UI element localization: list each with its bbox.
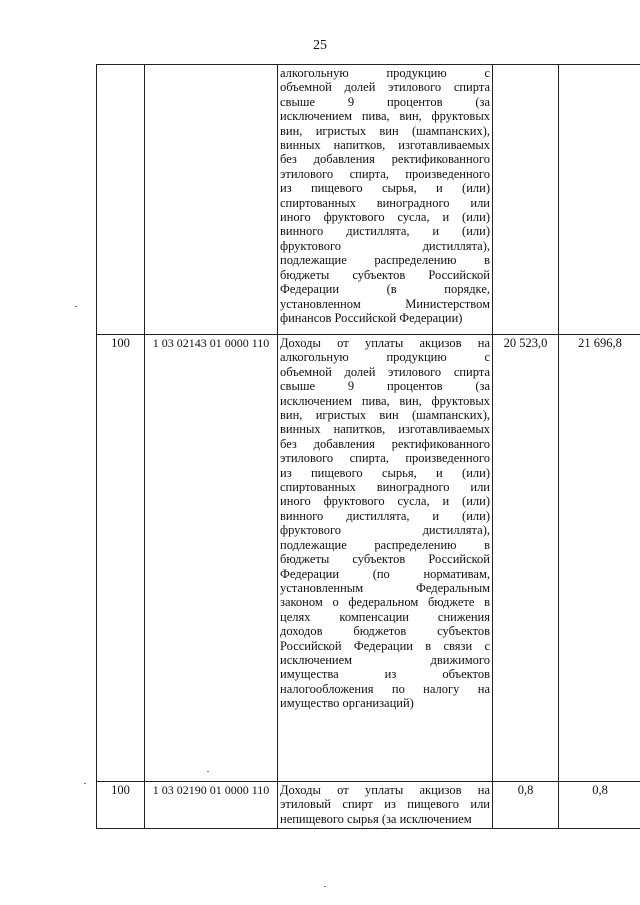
revenue-name-cell	[278, 782, 493, 829]
admin-code-cell: 100	[97, 782, 145, 829]
table-row	[97, 782, 640, 829]
revenue-name-line: этиловый спирт из пищевого или	[280, 797, 490, 812]
revenue-name-line: алкогольную продукцию с	[280, 350, 490, 365]
revenue-name-line: спиртованных виноградного или	[280, 480, 490, 495]
admin-code-cell: 100	[97, 335, 145, 782]
revenue-name-line: из пищевого сырья, и (или)	[280, 181, 490, 196]
revenue-name-line: без добавления ректификованного	[280, 436, 490, 451]
scan-speck	[324, 886, 326, 887]
revenue-name-line: винного дистиллята, и (или)	[280, 224, 490, 239]
revenue-name-line: имущество организаций)	[280, 696, 414, 711]
revenue-name-line: Доходы от уплаты акцизов на	[280, 336, 490, 350]
revenue-name-line: законом о федеральном бюджете в	[280, 595, 490, 610]
revenue-name-cell	[278, 65, 493, 335]
revenue-name-line: винных напитков, изготавливаемых	[280, 422, 490, 437]
revenue-name-line: без добавления ректификованного	[280, 152, 490, 167]
revenue-name-line: объемной долей этилового спирта	[280, 364, 490, 379]
table-row	[97, 335, 640, 782]
revenue-name-line: фруктового дистиллята),	[280, 523, 490, 538]
revenue-name-line: установленным Федеральным	[280, 580, 490, 595]
revenue-name-line: иного фруктового сусла, и (или)	[280, 210, 490, 225]
scan-speck	[84, 783, 86, 784]
revenue-name-line: непищевого сырья (за исключением	[280, 811, 472, 826]
revenue-table-body	[97, 65, 640, 829]
revenue-name-line: этилового спирта, произведенного	[280, 166, 490, 181]
revenue-code-cell: 1 03 02143 01 0000 110	[145, 335, 278, 782]
table-row	[97, 65, 640, 335]
amount-year-1-cell: 0,8	[493, 782, 559, 829]
revenue-name-line: установленном Министерством	[280, 296, 490, 311]
revenue-name-line: исключением пива, вин, фруктовых	[280, 109, 490, 124]
amount-year-2-cell: 0,8	[559, 782, 640, 829]
revenue-name-line: свыше 9 процентов (за	[280, 94, 490, 109]
amount-year-1-cell: 20 523,0	[493, 335, 559, 782]
revenue-code-cell	[145, 65, 278, 335]
revenue-name-line: спиртованных виноградного или	[280, 195, 490, 210]
revenue-name-line: финансов Российской Федерации)	[280, 310, 463, 325]
revenue-name-line: свыше 9 процентов (за	[280, 379, 490, 394]
revenue-code-cell: 1 03 02190 01 0000 110	[145, 782, 278, 829]
amount-year-2-cell	[559, 65, 640, 335]
revenue-name-line: подлежащие распределению в	[280, 253, 490, 268]
revenue-name-line: подлежащие распределению в	[280, 537, 490, 552]
revenue-name-line: бюджеты субъектов Российской	[280, 552, 490, 567]
page-number: 25	[313, 38, 327, 53]
revenue-table	[96, 64, 640, 829]
revenue-name-line: Российской Федерации в связи с	[280, 638, 490, 653]
scan-speck	[75, 306, 77, 307]
revenue-name-line: алкогольную продукцию с	[280, 66, 490, 80]
admin-code-cell	[97, 65, 145, 335]
scan-speck	[207, 771, 209, 772]
revenue-name-line: налогообложения по налогу на	[280, 681, 490, 696]
revenue-name-line: винных напитков, изготавливаемых	[280, 138, 490, 153]
revenue-name-line: доходов бюджетов субъектов	[280, 624, 490, 639]
revenue-name-line: Доходы от уплаты акцизов на	[280, 783, 490, 797]
revenue-name-line: фруктового дистиллята),	[280, 238, 490, 253]
revenue-name-line: винного дистиллята, и (или)	[280, 508, 490, 523]
amount-year-1-cell	[493, 65, 559, 335]
revenue-name-cell	[278, 335, 493, 782]
revenue-name-line: вин, игристых вин (шампанских),	[280, 123, 490, 138]
revenue-name-line: исключением пива, вин, фруктовых	[280, 393, 490, 408]
revenue-name-line: этилового спирта, произведенного	[280, 451, 490, 466]
revenue-name-line: имущества из объектов	[280, 667, 490, 682]
revenue-name-line: целях компенсации снижения	[280, 609, 490, 624]
revenue-name-line: вин, игристых вин (шампанских),	[280, 408, 490, 423]
revenue-name-line: Федерации (по нормативам,	[280, 566, 490, 581]
revenue-name-line: иного фруктового сусла, и (или)	[280, 494, 490, 509]
revenue-name-line: исключением движимого	[280, 652, 490, 667]
revenue-name-line: Федерации (в порядке,	[280, 282, 490, 297]
amount-year-2-cell: 21 696,8	[559, 335, 640, 782]
revenue-name-line: из пищевого сырья, и (или)	[280, 465, 490, 480]
revenue-name-line: бюджеты субъектов Российской	[280, 267, 490, 282]
revenue-name-line: объемной долей этилового спирта	[280, 80, 490, 95]
